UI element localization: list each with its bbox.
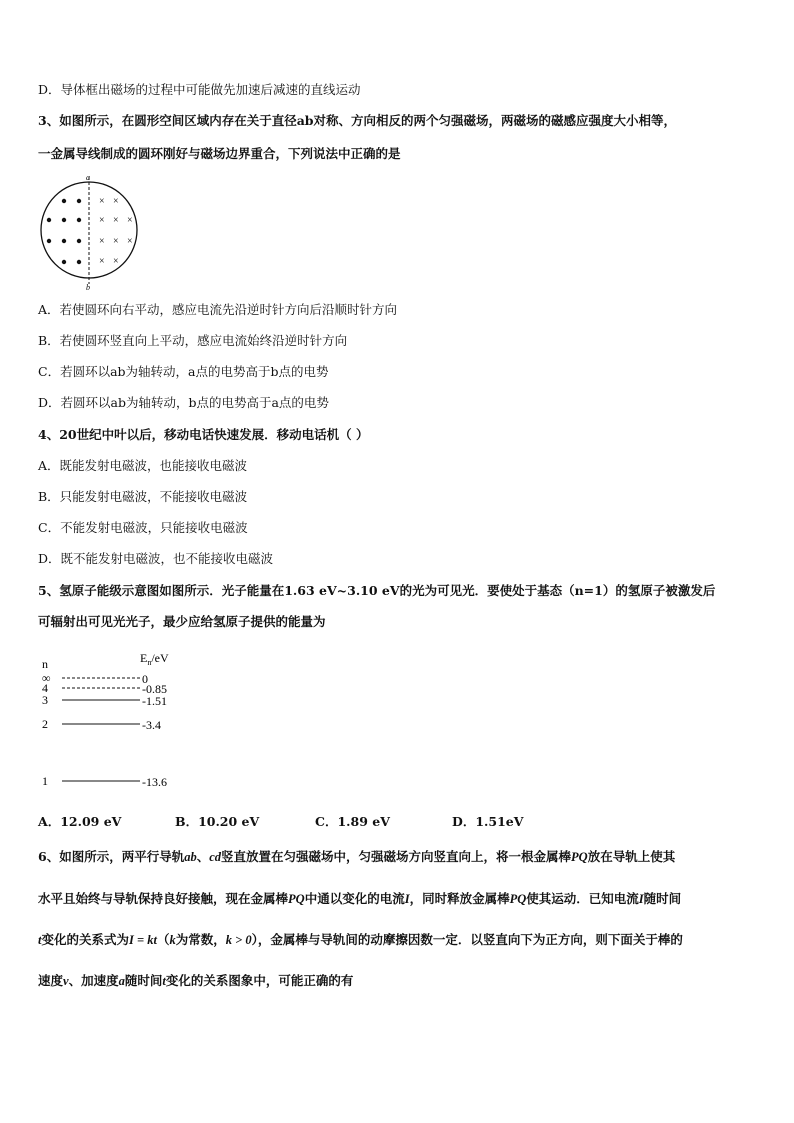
var-pq: PQ: [509, 892, 527, 906]
var-cd: cd: [209, 850, 222, 864]
question-6-stem-line-3: t变化的关系式为I = kt（k为常数，k > 0），金属棒与导轨间的动摩擦因数一定．以竖直向下为正方向，则下面关于棒的: [38, 932, 683, 947]
question-4-option-c: C．不能发射电磁波，只能接收电磁波: [38, 520, 248, 535]
question-4-option-b: B．只能发射电磁波，不能接收电磁波: [38, 489, 248, 504]
question-5-stem-line-1: 5、氢原子能级示意图如图所示．光子能量在1.63 eV~3.10 eV的光为可见光．要使处于基态（n=1）的氢原子被激发后: [38, 583, 716, 598]
field-dot: [47, 218, 51, 222]
field-cross: ×: [113, 215, 119, 226]
var-a: a: [118, 974, 125, 988]
question-3-option-b: B．若使圆环竖直向上平动，感应电流始终沿逆时针方向: [38, 333, 348, 348]
var-t: t: [38, 933, 42, 947]
field-dot: [77, 199, 81, 203]
question-5-option-d: D．1.51eV: [452, 814, 524, 829]
hydrogen-energy-level-diagram: [36, 646, 196, 796]
level-energy-label: -13.6: [142, 775, 167, 789]
energy-axis-label: [140, 651, 169, 667]
equation-i-kt: I = kt: [129, 933, 157, 947]
field-cross: ×: [99, 215, 105, 226]
energy-axis-sub: n: [147, 658, 152, 667]
level-energy-label: -0.85: [142, 682, 167, 696]
field-out-dots: [47, 199, 81, 264]
level-n-label: 3: [42, 693, 48, 707]
field-dot: [62, 239, 66, 243]
level-n-label: ∞: [42, 671, 51, 685]
level-n-label: 2: [42, 717, 48, 731]
var-i: I: [638, 892, 644, 906]
var-k: k: [169, 933, 176, 947]
field-cross: ×: [99, 196, 105, 207]
question-3-option-d: D．若圆环以ab为轴转动，b点的电势高于a点的电势: [38, 395, 329, 410]
field-dot: [47, 239, 51, 243]
k-positive: k > 0: [225, 933, 252, 947]
var-pq: PQ: [288, 892, 305, 906]
question-4-option-d: D．既不能发射电磁波，也不能接收电磁波: [38, 551, 274, 566]
energy-axis-e: E: [140, 651, 148, 665]
field-cross: ×: [113, 236, 119, 247]
field-cross: ×: [127, 215, 133, 226]
level-energy-label: -1.51: [142, 694, 167, 708]
field-dot: [62, 199, 66, 203]
question-4-option-a: A．既能发射电磁波，也能接收电磁波: [38, 458, 248, 473]
field-in-crosses: [99, 196, 133, 267]
field-dot: [77, 239, 81, 243]
question-4-stem: 4、20世纪中叶以后，移动电话快速发展．移动电话机（ ）: [38, 427, 369, 442]
var-v: v: [63, 974, 69, 988]
energy-levels: [42, 671, 167, 789]
field-cross: ×: [99, 256, 105, 267]
field-cross: ×: [99, 236, 105, 247]
level-n-label: 4: [42, 681, 48, 695]
level-energy-label: -3.4: [142, 718, 161, 732]
question-3-option-c: C．若圆环以ab为轴转动，a点的电势高于b点的电势: [38, 364, 329, 379]
field-dot: [77, 260, 81, 264]
field-dot: [62, 218, 66, 222]
point-b-label: b: [86, 283, 90, 292]
level-n-label: 1: [42, 774, 48, 788]
field-cross: ×: [127, 236, 133, 247]
point-a-label: a: [86, 173, 90, 182]
question-6-stem-line-4: 速度v、加速度a随时间t变化的关系图象中，可能正确的有: [38, 973, 354, 988]
question-3-stem-line-1: 3、如图所示，在圆形空间区域内存在关于直径ab对称、方向相反的两个匀强磁场，两磁场的磁感应强度大小相等，: [38, 113, 677, 128]
question-6-stem-line-1: 6、如图所示，两平行导轨ab、cd竖直放置在匀强磁场中，匀强磁场方向竖直向上，将一根金属棒PQ放在导轨上使其: [38, 849, 676, 864]
var-ab: ab: [184, 850, 197, 864]
level-energy-label: 0: [142, 672, 148, 686]
question-5-option-b: B．10.20 eV: [175, 814, 260, 829]
question-5-stem-line-2: 可辐射出可见光光子，最少应给氢原子提供的能量为: [38, 614, 326, 629]
field-cross: ×: [113, 196, 119, 207]
magnetic-field-circle-diagram: [36, 172, 144, 292]
var-i: I: [404, 892, 410, 906]
var-t: t: [162, 974, 166, 988]
field-dot: [62, 260, 66, 264]
question-6-stem-line-2: 水平且始终与导轨保持良好接触，现在金属棒PQ中通以变化的电流I，同时释放金属棒PQ使其运动．已知电流I随时间: [38, 891, 682, 906]
question-3-option-a: A．若使圆环向右平动，感应电流先沿逆时针方向后沿顺时针方向: [38, 302, 398, 317]
var-pq: PQ: [571, 850, 588, 864]
question-5-option-a: A．12.09 eV: [38, 814, 122, 829]
energy-axis-unit: /eV: [151, 651, 169, 665]
field-dot: [77, 218, 81, 222]
option-d-previous: D．导体框出磁场的过程中可能做先加速后减速的直线运动: [38, 82, 361, 97]
field-cross: ×: [113, 256, 119, 267]
question-5-option-c: C．1.89 eV: [315, 814, 390, 829]
n-axis-label: n: [42, 657, 48, 671]
question-3-stem-line-2: 一金属导线制成的圆环刚好与磁场边界重合，下列说法中正确的是: [38, 146, 401, 161]
